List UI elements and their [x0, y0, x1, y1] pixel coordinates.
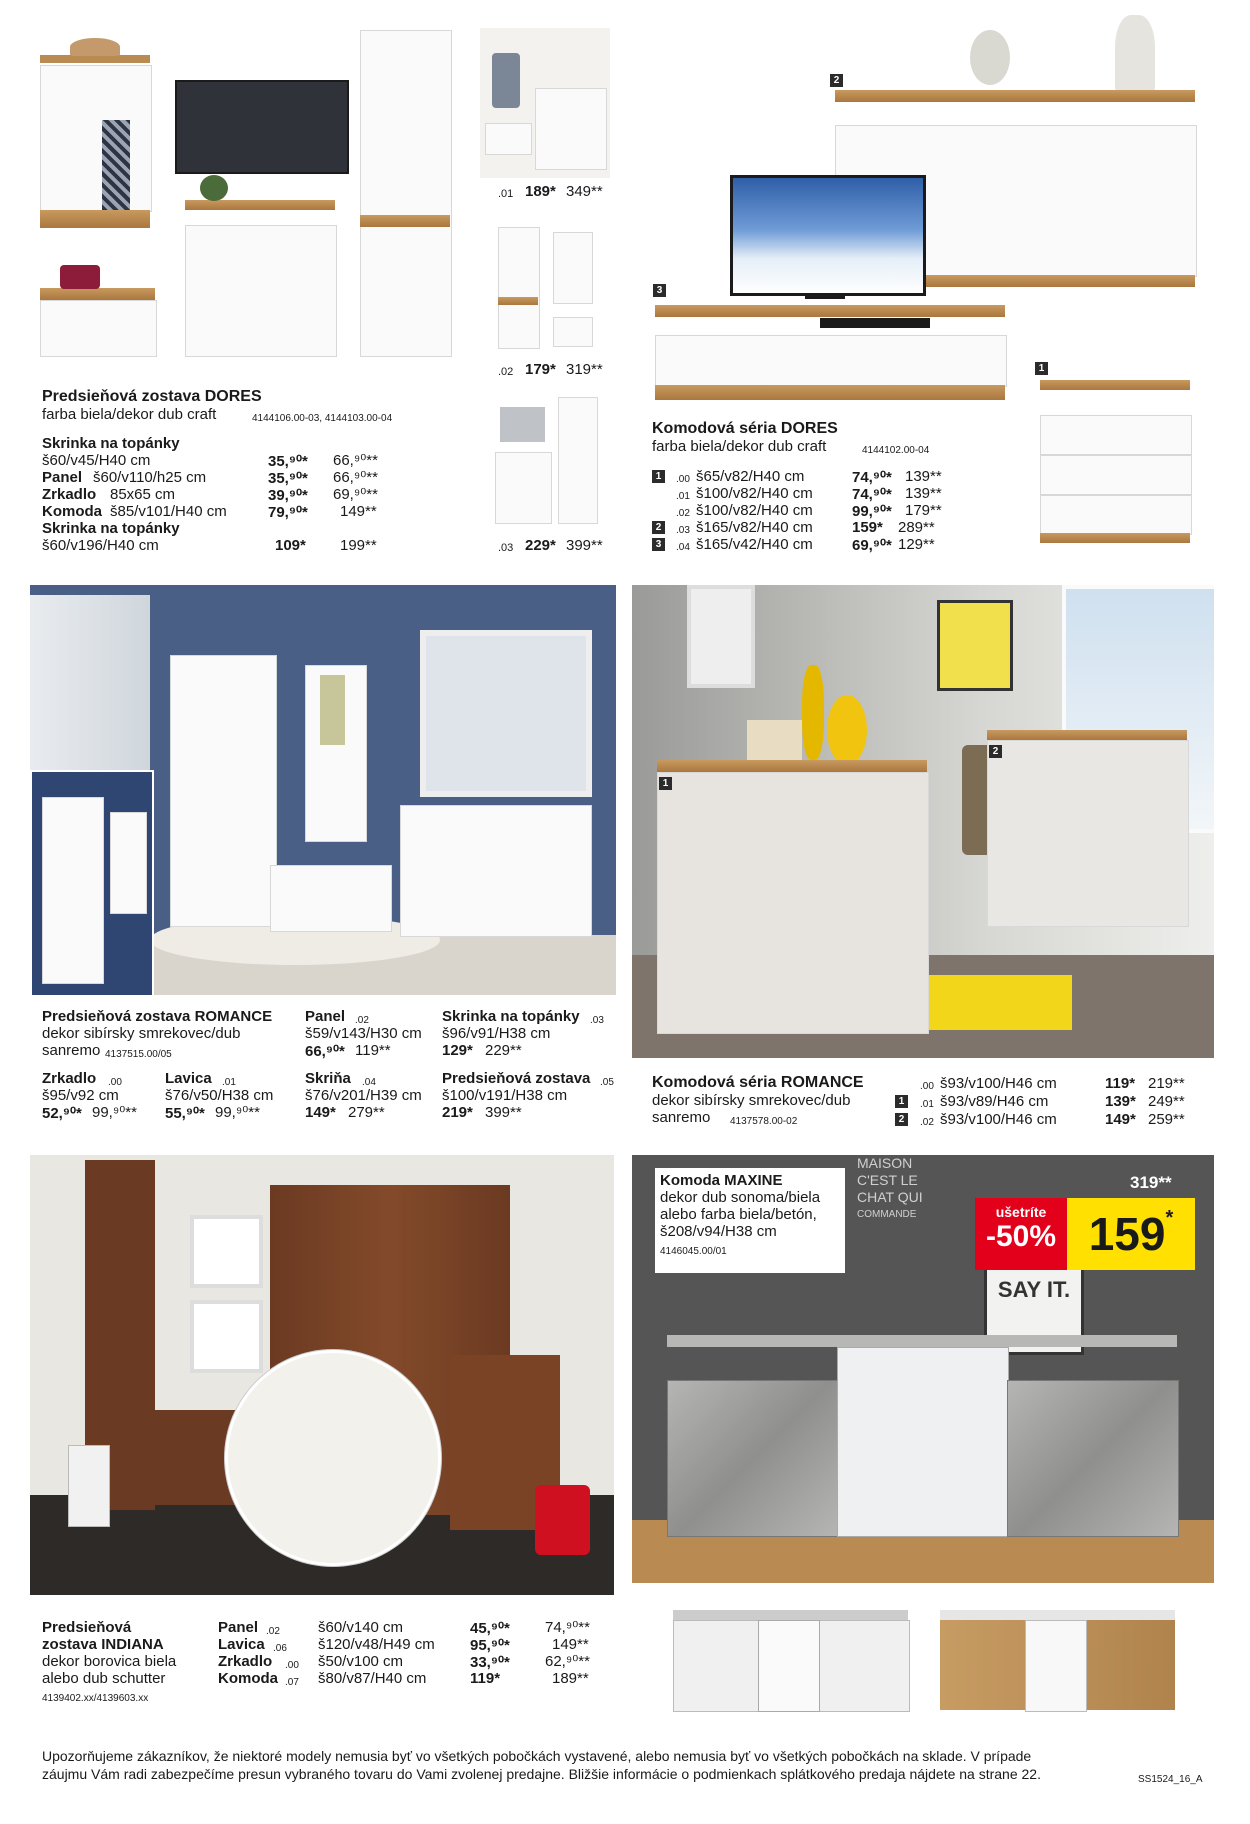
indiana-item-3-code: .07: [285, 1677, 299, 1688]
tvboard-base: [655, 385, 1005, 400]
komoda-1-top: [657, 760, 927, 772]
top-shelf: [835, 90, 1195, 102]
wall-lettering-line-1: MAISON: [857, 1155, 913, 1171]
komoda-2: [987, 740, 1189, 927]
dores-item-3-name: Komoda: [42, 503, 102, 520]
maxine-price-star: *: [1165, 1207, 1174, 1229]
indiana-item-0-dims: š60/v140 cm: [318, 1619, 404, 1636]
romance-item-shoe-label: Skrinka na topánky: [442, 1008, 580, 1025]
dores-item-4-old: 199**: [340, 537, 377, 554]
badge-2-romance-photo: 2: [989, 743, 1002, 761]
dores-komoda-item-0-old: 139**: [905, 468, 942, 485]
wall-lettering: [857, 1155, 937, 1230]
dores-komoda-badge-4: 3: [652, 536, 665, 554]
dores-set-codes: 4144106.00-03, 4144103.00-04: [252, 413, 393, 424]
romance-set-finish-2: sanremo: [42, 1042, 101, 1059]
indiana-item-3-price: 119*: [470, 1670, 501, 1687]
romance-komoda-badge-2: 2: [895, 1111, 908, 1129]
dores-komoda-item-1-price: 74,⁹⁰*: [852, 486, 892, 503]
dores-komoda-item-1-old: 139**: [905, 485, 942, 502]
dores-item-2-name: Zrkadlo: [42, 486, 97, 503]
wall-lettering-line-2: C'EST LE: [857, 1172, 918, 1188]
indiana-item-0-label: Panel: [218, 1619, 259, 1636]
romance-komoda-badge-1: 1: [895, 1093, 908, 1111]
romance-komoda-item-2-dims: š93/v100/H46 cm: [940, 1111, 1057, 1128]
romance-item-wardrobe-price: 149*: [305, 1104, 336, 1121]
sideboard-top: [667, 1335, 1177, 1347]
romance-item-shoe-dims: š96/v91/H38 cm: [442, 1025, 551, 1042]
dores-set-01-price: 189*: [525, 183, 556, 200]
dores-item-1-name: Panel: [42, 469, 83, 486]
dores-item-3-old: 149**: [340, 503, 377, 520]
dores-komoda-item-3-price: 159*: [852, 519, 883, 536]
maxine-variant-white: [668, 1600, 913, 1720]
dores-komoda-item-0-price: 74,⁹⁰*: [852, 469, 892, 486]
komoda-2-top: [987, 730, 1187, 740]
wall-lettering-line-3: CHAT QUI: [857, 1189, 923, 1205]
indiana-finish-1: dekor borovica biela: [42, 1653, 177, 1670]
wardrobe: [170, 655, 277, 927]
romance-komoda-finish-2: sanremo: [652, 1109, 711, 1126]
romance-komoda-title: Komodová séria ROMANCE: [652, 1074, 864, 1091]
dores-komoda-item-4-dims: š165/v42/H40 cm: [696, 536, 813, 553]
dores-komoda-item-2-dims: š100/v82/H40 cm: [696, 502, 813, 519]
maxine-title: Komoda MAXINE: [660, 1172, 783, 1189]
badge-1-photo: 1: [1035, 360, 1048, 378]
indiana-item-1-label: Lavica: [218, 1636, 265, 1653]
indiana-item-3-label: Komoda: [218, 1670, 278, 1687]
hanging-shirt: [102, 120, 130, 210]
dores-set-03-price: 229*: [525, 537, 556, 554]
romance-item-mirror-label: Zrkadlo: [42, 1070, 97, 1087]
dores-thumb-02: [495, 222, 595, 352]
dores-komoda-finish: farba biela/dekor dub craft: [652, 438, 827, 455]
mirror: [420, 630, 592, 797]
romance-komoda-item-2-price: 149*: [1105, 1111, 1136, 1128]
sideboard-drawers: [837, 1347, 1009, 1537]
indiana-item-0-price: 45,⁹⁰*: [470, 1620, 510, 1637]
indiana-item-1-old: 149**: [552, 1636, 589, 1653]
indiana-item-3-old: 189**: [552, 1670, 589, 1687]
maxine-save-badge: [975, 1198, 1067, 1270]
romance-item-bench-dims: š76/v50/H38 cm: [165, 1087, 274, 1104]
dores-set-02-price: 179*: [525, 361, 556, 378]
dores-komoda-item-4-price: 69,⁹⁰*: [852, 537, 892, 554]
romance-komoda-item-2-old: 259**: [1148, 1111, 1185, 1128]
romance-komoda-item-0-price: 119*: [1105, 1075, 1136, 1092]
dores-thumb-01: [480, 28, 610, 178]
maxine-save-pct: -50%: [985, 1220, 1057, 1253]
dores-komoda-code: 4144102.00-04: [862, 445, 930, 456]
indiana-photo: [30, 1155, 614, 1595]
shoe-cabinet-top: [40, 288, 155, 300]
indiana-finish-2: alebo dub schutter: [42, 1670, 166, 1687]
yellow-rug: [912, 975, 1072, 1030]
dores-item-1-old: 66,⁹⁰**: [333, 469, 378, 486]
wall-panel: [40, 65, 152, 212]
indiana-item-2-old: 62,⁹⁰**: [545, 1653, 590, 1670]
dores-set-03-old: 399**: [566, 537, 603, 554]
romance-item-shoe-old: 229**: [485, 1042, 522, 1059]
romance-komoda-item-2-code: .02: [920, 1117, 934, 1128]
dores-komoda-item-3-code: .03: [676, 525, 690, 536]
dog-picture: [937, 600, 1013, 691]
tvboard: [655, 335, 1007, 387]
dores-item-2-dims: 85x65 cm: [110, 486, 176, 503]
romance-item-mirror-price: 52,⁹⁰*: [42, 1105, 82, 1122]
romance-komoda-finish-1: dekor sibírsky smrekovec/dub: [652, 1092, 851, 1109]
dores-item-3-dims: š85/v101/H40 cm: [110, 503, 227, 520]
romance-item-set-code: .05: [600, 1077, 614, 1088]
badge-1-romance-photo: 1: [659, 775, 672, 793]
dores-komoda-item-2-price: 99,⁹⁰*: [852, 503, 892, 520]
dores-set-photo: [30, 20, 460, 360]
dores-item-4-price: 109*: [275, 537, 306, 554]
maxine-old-price: 319**: [1130, 1173, 1172, 1192]
maxine-price-box: [1067, 1198, 1195, 1270]
indiana-code: 4139402.xx/4139603.xx: [42, 1693, 149, 1704]
dores-komoda-item-3-old: 289**: [898, 519, 935, 536]
dores-set-02-code: .02: [498, 366, 514, 378]
dores-item-0-dims: š60/v45/H40 cm: [42, 452, 151, 469]
romance-set-photo: [30, 585, 616, 995]
tv-screen: [175, 80, 349, 174]
romance-set-code: 4137515.00/05: [105, 1049, 172, 1060]
maxine-price: 159: [1088, 1208, 1166, 1260]
bench: [270, 865, 392, 932]
romance-set-inset: [30, 770, 154, 995]
dores-item-0-price: 35,⁹⁰*: [268, 453, 308, 470]
panel-wood-strip: [40, 210, 150, 228]
picture-frame-2: [190, 1300, 263, 1373]
bag-icon: [60, 265, 100, 289]
indiana-item-2-dims: š50/v100 cm: [318, 1653, 404, 1670]
romance-komoda-item-1-old: 249**: [1148, 1093, 1185, 1110]
romance-item-set-price: 219*: [442, 1104, 473, 1121]
indiana-item-1-price: 95,⁹⁰*: [470, 1637, 510, 1654]
romance-item-shoe-code: .03: [590, 1015, 604, 1026]
dores-item-1-dims: š60/v110/h25 cm: [93, 469, 207, 486]
flower-vase: [970, 30, 1010, 85]
picture-frame-1: [190, 1215, 263, 1288]
maxine-code: 4146045.00/01: [660, 1246, 727, 1257]
romance-item-mirror-dims: š95/v92 cm: [42, 1087, 119, 1104]
maxine-variant-sonoma: [935, 1600, 1180, 1720]
romance-item-mirror-code: .00: [108, 1077, 122, 1088]
soundbar: [820, 318, 930, 328]
dores-komoda-item-0-dims: š65/v82/H40 cm: [696, 468, 805, 485]
romance-set-finish-1: dekor sibírsky smrekovec/dub: [42, 1025, 241, 1042]
dores-item-4-dims: š60/v196/H40 cm: [42, 537, 159, 554]
romance-item-panel-code: .02: [355, 1015, 369, 1026]
dores-komoda-item-3-dims: š165/v82/H40 cm: [696, 519, 813, 536]
hat-icon: [70, 38, 120, 56]
dores-set-01-code: .01: [498, 188, 514, 200]
romance-set-title: Predsieňová zostava ROMANCE: [42, 1008, 273, 1025]
indiana-item-2-price: 33,⁹⁰*: [470, 1654, 510, 1671]
dores-komoda-title: Komodová séria DORES: [652, 420, 838, 437]
dores-set-02-old: 319**: [566, 361, 603, 378]
dores-item-1-price: 35,⁹⁰*: [268, 470, 308, 487]
komoda: [185, 225, 337, 357]
romance-komoda-item-1-dims: š93/v89/H46 cm: [940, 1093, 1049, 1110]
yellow-vase-2: [827, 695, 867, 765]
badge-2-photo: 2: [830, 72, 843, 90]
dores-item-3-price: 79,⁹⁰*: [268, 504, 308, 521]
romance-item-wardrobe-label: Skriňa: [305, 1070, 351, 1087]
badge-3-photo: 3: [653, 282, 666, 300]
romance-item-panel-price: 66,⁹⁰*: [305, 1043, 345, 1060]
romance-item-panel-dims: š59/v143/H30 cm: [305, 1025, 422, 1042]
umbrella-stand: [68, 1445, 110, 1527]
coat: [320, 675, 345, 745]
dores-komoda-item-1-dims: š100/v82/H40 cm: [696, 485, 813, 502]
maxine-save-label: ušetríte: [995, 1204, 1047, 1220]
romance-item-panel-old: 119**: [355, 1042, 391, 1059]
romance-komoda-item-1-price: 139*: [1105, 1093, 1136, 1110]
footer-disclaimer-2: záujmu Vám radi zabezpečíme presun vybraného tovaru do Vami zvolenej predajne. Bližšie informácie o podmienkach splátkového predaja nájdete na strane 22.: [42, 1766, 1041, 1782]
indiana-item-2-label: Zrkadlo: [218, 1653, 273, 1670]
dores-set-01-old: 349**: [566, 183, 603, 200]
romance-komoda-photo: [632, 585, 1214, 1058]
komoda-1: [657, 772, 929, 1034]
dores-small-komoda-photo: [1035, 355, 1195, 545]
romance-item-set-label: Predsieňová zostava: [442, 1070, 591, 1087]
shoe-cabinet: [400, 805, 592, 937]
hat-shelf: [40, 55, 150, 63]
romance-komoda-item-0-code: .00: [920, 1081, 934, 1092]
romance-komoda-item-1-code: .01: [920, 1099, 934, 1110]
indiana-item-3-dims: š80/v87/H40 cm: [318, 1670, 427, 1687]
tv-winter-screen: [730, 175, 926, 296]
wall-lettering-line-4: COMMANDE: [857, 1209, 917, 1220]
plant-icon: [200, 175, 228, 201]
dores-item-4-name: Skrinka na topánky: [42, 520, 180, 537]
romance-komoda-item-0-old: 219**: [1148, 1075, 1185, 1092]
romance-item-wardrobe-dims: š76/v201/H39 cm: [305, 1087, 422, 1104]
shoe-cabinet: [40, 300, 157, 357]
footer-disclaimer-1: Upozorňujeme zákazníkov, že niektoré modely nemusia byť vo všetkých pobočkách vystavené, alebo nemusia byť vo všetkých pobočkách na sklade. V prípade: [42, 1748, 1032, 1764]
romance-item-wardrobe-old: 279**: [348, 1104, 385, 1121]
tall-cabinet: [360, 30, 452, 357]
romance-item-bench-old: 99,⁹⁰**: [215, 1104, 260, 1121]
books: [747, 720, 802, 760]
romance-komoda-code: 4137578.00-02: [730, 1116, 798, 1127]
romance-komoda-item-0-dims: š93/v100/H46 cm: [940, 1075, 1057, 1092]
indiana-title-2: zostava INDIANA: [42, 1636, 164, 1653]
maxine-line-3: š208/v94/H38 cm: [660, 1223, 777, 1240]
romance-item-bench-price: 55,⁹⁰*: [165, 1105, 205, 1122]
dores-komoda-photo: [645, 10, 1205, 410]
red-boots: [535, 1485, 590, 1555]
tvboard-shelf: [655, 305, 1005, 317]
tall-cabinet-stripe: [360, 215, 450, 227]
yellow-vase: [802, 665, 824, 760]
dores-item-2-old: 69,⁹⁰**: [333, 486, 378, 503]
romance-item-bench-label: Lavica: [165, 1070, 212, 1087]
dores-komoda-item-0-code: .00: [676, 474, 690, 485]
indiana-item-1-dims: š120/v48/H49 cm: [318, 1636, 435, 1653]
romance-item-set-dims: š100/v191/H38 cm: [442, 1087, 568, 1104]
dores-komoda-item-2-old: 179**: [905, 502, 942, 519]
romance-item-bench-code: .01: [222, 1077, 236, 1088]
bench: [130, 1410, 240, 1505]
dores-item-0-old: 66,⁹⁰**: [333, 452, 378, 469]
romance-item-shoe-price: 129*: [442, 1042, 473, 1059]
sideboard-door-right: [1007, 1380, 1179, 1537]
romance-item-mirror-old: 99,⁹⁰**: [92, 1104, 137, 1121]
dores-komoda-item-4-code: .04: [676, 542, 690, 553]
maxine-line-1: dekor dub sonoma/biela: [660, 1189, 821, 1206]
dores-komoda-item-2-code: .02: [676, 508, 690, 519]
indiana-item-0-code: .02: [266, 1626, 280, 1637]
indiana-item-1-code: .06: [273, 1643, 287, 1654]
sideboard-door-left: [667, 1380, 839, 1537]
indiana-title-1: Predsieňová: [42, 1619, 132, 1636]
detail-circle: [225, 1350, 441, 1566]
dores-set-03-code: .03: [498, 542, 514, 554]
dores-komoda-item-4-old: 129**: [898, 536, 935, 553]
dores-set-title: Predsieňová zostava DORES: [42, 388, 262, 405]
indiana-item-2-code: .00: [285, 1660, 299, 1671]
komoda-shelf: [185, 200, 335, 210]
bust-statue: [1115, 15, 1155, 95]
maxine-line-2: alebo farba biela/betón,: [660, 1206, 817, 1223]
footer-code: SS1524_16_A: [1138, 1774, 1203, 1785]
indiana-item-0-old: 74,⁹⁰**: [545, 1619, 590, 1636]
romance-item-wardrobe-code: .04: [362, 1077, 376, 1088]
dores-komoda-badge-0: 1: [652, 468, 665, 486]
dores-komoda-badge-3: 2: [652, 519, 665, 537]
dores-set-finish: farba biela/dekor dub craft: [42, 406, 217, 423]
wall-photo: [687, 585, 755, 688]
romance-item-set-old: 399**: [485, 1104, 522, 1121]
dores-item-2-price: 39,⁹⁰*: [268, 487, 308, 504]
dores-komoda-item-1-code: .01: [676, 491, 690, 502]
dores-thumb-03: [490, 392, 600, 527]
romance-item-panel-label: Panel: [305, 1008, 346, 1025]
say-it-poster: SAY IT.: [984, 1255, 1084, 1355]
dores-item-0-name: Skrinka na topánky: [42, 435, 180, 452]
